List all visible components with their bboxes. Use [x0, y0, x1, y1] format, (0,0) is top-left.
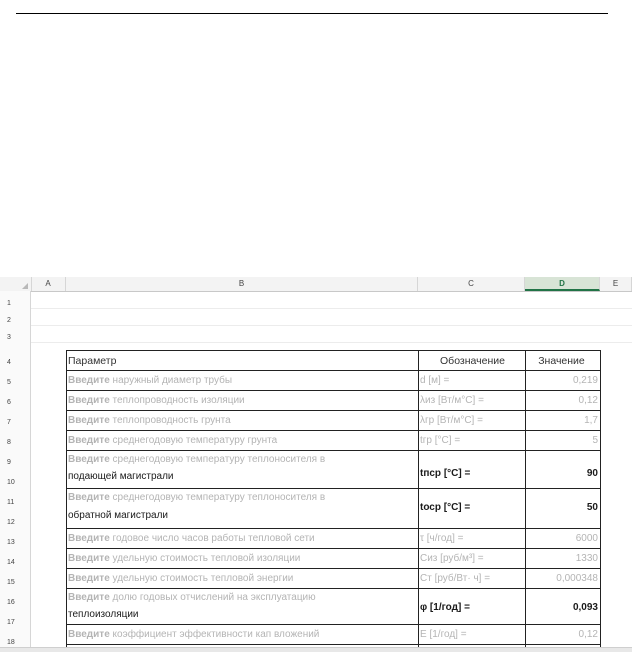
- symbol-cell: tгр [°С] =: [420, 435, 461, 446]
- row-header[interactable]: 3: [0, 325, 31, 342]
- symbol-cell: d [м] =: [420, 375, 450, 386]
- header-value: Значение: [538, 355, 585, 367]
- value-cell[interactable]: 0,093: [572, 602, 598, 613]
- row-header[interactable]: 12: [0, 507, 31, 527]
- header-symbol: Обозначение: [440, 355, 505, 367]
- gridline: [31, 308, 632, 309]
- table-border: [66, 528, 600, 529]
- symbol-cell: Ст [руб/Вт· ч] =: [420, 573, 491, 584]
- gridline: [31, 342, 632, 343]
- row-header[interactable]: 11: [0, 487, 31, 507]
- table-border: [66, 430, 600, 431]
- value-cell[interactable]: 0,219: [572, 375, 598, 386]
- symbol-cell: φ [1/год] =: [420, 602, 470, 613]
- symbol-cell: τ [ч/год] =: [420, 533, 464, 544]
- parameter-cell: Введите коэффициент эффективности кап вложений: [68, 629, 320, 640]
- symbol-cell: tпср [°С] =: [420, 468, 471, 479]
- select-all-corner[interactable]: [0, 277, 32, 291]
- table-border: [66, 370, 600, 371]
- parameter-cell: Введите удельную стоимость тепловой изоляции: [68, 553, 301, 564]
- row-header[interactable]: 5: [0, 367, 31, 387]
- table-border: [600, 350, 601, 651]
- value-cell[interactable]: 0,12: [578, 395, 598, 406]
- table-border: [66, 624, 600, 625]
- row-header[interactable]: 10: [0, 467, 31, 487]
- value-cell[interactable]: 50: [586, 502, 598, 513]
- row-header[interactable]: 13: [0, 527, 31, 547]
- row-header[interactable]: 18: [0, 627, 31, 647]
- row-header[interactable]: 9: [0, 447, 31, 467]
- row-header[interactable]: 7: [0, 407, 31, 427]
- value-cell[interactable]: 0,000348: [556, 573, 598, 584]
- table-border: [66, 410, 600, 411]
- parameter-cell: Введите теплопроводность изоляции: [68, 395, 245, 406]
- table-border: [66, 350, 600, 351]
- parameter-cell: Введите годовое число часов работы тепловой сети: [68, 533, 315, 544]
- row-header[interactable]: 15: [0, 567, 31, 587]
- spreadsheet[interactable]: [0, 277, 632, 651]
- table-border: [66, 548, 600, 549]
- parameter-cell: Введите наружный диаметр трубы: [68, 375, 233, 386]
- value-cell[interactable]: 5: [592, 435, 598, 446]
- page-top-rule: [16, 13, 608, 14]
- value-cell[interactable]: 0,12: [578, 629, 598, 640]
- value-cell[interactable]: 90: [586, 468, 598, 479]
- row-header[interactable]: 6: [0, 387, 31, 407]
- table-border: [66, 568, 600, 569]
- table-border: [66, 588, 600, 589]
- table-border: [66, 390, 600, 391]
- symbol-cell: λиз [Вт/м°С] =: [420, 395, 484, 406]
- parameter-cell: Введите среднегодовую температуру грунта: [68, 435, 278, 446]
- parameter-cell: Введите теплопроводность грунта: [68, 415, 231, 426]
- parameter-cell: Введите среднегодовую температуру теплоносителя в обратной магистрали: [68, 492, 326, 521]
- value-cell[interactable]: 1,7: [584, 415, 598, 426]
- column-header-bar: [0, 277, 632, 292]
- row-header[interactable]: 17: [0, 607, 31, 627]
- row-header[interactable]: 2: [0, 308, 31, 325]
- value-cell[interactable]: 6000: [575, 533, 598, 544]
- value-cell[interactable]: 1330: [575, 553, 598, 564]
- parameter-cell: Введите удельную стоимость тепловой энергии: [68, 573, 294, 584]
- table-border: [66, 450, 600, 451]
- header-parameter: Параметр: [68, 355, 117, 367]
- row-header[interactable]: 8: [0, 427, 31, 447]
- column-header-a[interactable]: A: [31, 277, 66, 291]
- row-header[interactable]: 4: [0, 342, 31, 367]
- row-header[interactable]: 1: [0, 291, 31, 308]
- symbol-cell: Е [1/год] =: [420, 629, 467, 640]
- table-border: [66, 488, 600, 489]
- column-header-c[interactable]: C: [418, 277, 525, 291]
- symbol-cell: λгр [Вт/м°С] =: [420, 415, 483, 426]
- row-header[interactable]: 16: [0, 587, 31, 607]
- symbol-cell: tоср [°С] =: [420, 502, 471, 513]
- symbol-cell: Сиз [руб/м³] =: [420, 553, 484, 564]
- row-header[interactable]: 14: [0, 547, 31, 567]
- gridline: [31, 325, 632, 326]
- parameter-cell: Введите долю годовых отчислений на эксплуатацию теплоизоляции: [68, 592, 316, 620]
- sheet-tab-strip[interactable]: [0, 647, 632, 652]
- column-header-e[interactable]: E: [600, 277, 632, 291]
- column-header-b[interactable]: B: [66, 277, 418, 291]
- parameter-cell: Введите среднегодовую температуру теплоносителя в подающей магистрали: [68, 454, 326, 482]
- table-border: [66, 644, 600, 645]
- column-header-d[interactable]: D: [525, 277, 600, 291]
